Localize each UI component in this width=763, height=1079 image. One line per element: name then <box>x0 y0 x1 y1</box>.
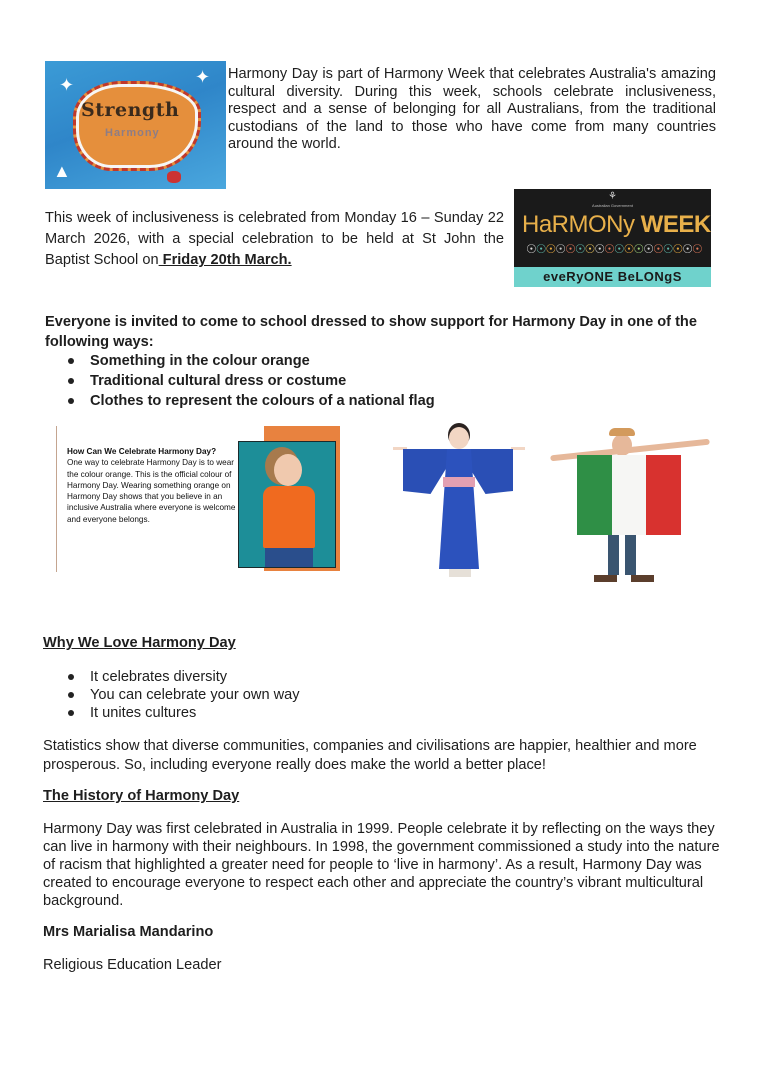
list-item: Traditional cultural dress or costume <box>68 371 435 391</box>
history-paragraph: Harmony Day was first celebrated in Australia in 1999. People celebrate it by reflecting on the ways they can live in harmony with their neighbours. In 1998, the government commissioned a study into the nature of racism that highlighted a greater need for people to ‘live in harmony’. As a result, Harmony Day was created to encourage everyone to respect each other and appreciate the country’s vibrant multicultural background. <box>43 821 720 909</box>
signature-name: Mrs Marialisa Mandarino <box>43 924 214 940</box>
italian-flag-costume-photo <box>550 425 710 587</box>
week-paragraph <box>45 208 504 271</box>
banner-title: HaRMONy WEEK <box>522 211 711 238</box>
strength-label: Strength <box>81 99 180 121</box>
bullet-icon <box>68 378 74 384</box>
italian-flag <box>577 455 681 535</box>
list-item: It celebrates diversity <box>68 668 300 686</box>
harmony-week-banner <box>514 189 711 287</box>
celebrate-text <box>67 446 239 525</box>
bullet-icon <box>68 398 74 404</box>
bullet-icon <box>68 710 74 716</box>
banner-tagline: eveRyONE BeLONgS <box>514 267 711 287</box>
celebrate-info-box <box>54 426 342 573</box>
paper-crane-icon: ✦ <box>195 67 211 87</box>
list-item: You can celebrate your own way <box>68 686 300 704</box>
celebrate-body: One way to celebrate Harmony Day is to wear the colour orange. This is the official colour of Harmony Day. Wearing something orange on Harmony Day shows that you believe in an inclusive Australia where everyone is welcome and everyone belongs. <box>67 458 236 524</box>
tasmania-shape <box>167 171 181 183</box>
celebration-date: Friday 20th March. <box>158 252 292 268</box>
kimono-girl-photo <box>393 425 528 579</box>
government-label: Australian Government <box>592 203 633 208</box>
straw-hat <box>609 428 635 436</box>
paper-crane-icon: ✦ <box>59 75 75 95</box>
coat-of-arms-icon: ⚘ <box>608 191 617 202</box>
australia-map-shape <box>73 81 201 171</box>
girl-in-orange-photo <box>238 441 336 568</box>
invite-paragraph: Everyone is invited to come to school dressed to show support for Harmony Day in one of the following ways: <box>45 314 697 350</box>
list-item: Clothes to represent the colours of a national flag <box>68 391 435 411</box>
list-item: Something in the colour orange <box>68 351 435 371</box>
celebrate-heading: How Can We Celebrate Harmony Day? <box>67 447 217 456</box>
harmony-label: Harmony <box>105 127 160 139</box>
signature-role: Religious Education Leader <box>43 957 222 973</box>
dress-options-list <box>68 351 435 411</box>
intro-paragraph: Harmony Day is part of Harmony Week that celebrates Australia's amazing cultural diversity. During this week, schools celebrate inclusiveness, respect and a sense of belonging for all Australians, from the traditional custodians of the land to those who have come from many countries around the world. <box>228 66 716 153</box>
divider-line <box>56 426 57 572</box>
bullet-icon <box>68 358 74 364</box>
people-chain-icon: ☉☉☉☉☉☉☉☉☉☉☉☉☉☉☉☉☉☉ <box>526 242 702 256</box>
history-heading: The History of Harmony Day <box>43 788 240 804</box>
list-item: It unites cultures <box>68 704 300 722</box>
bullet-icon <box>68 674 74 680</box>
paper-boat-icon: ▲ <box>53 161 71 181</box>
stats-paragraph: Statistics show that diverse communities, companies and civilisations are happier, healthier and more prosperous. So, including everyone really does make the world a better place! <box>43 738 697 773</box>
week-dates-text: This week of inclusiveness is celebrated from Monday 16 – Sunday 22 March 2026, with a special celebration to be held at St John the Baptist School on <box>45 210 504 268</box>
strength-in-harmony-image <box>45 61 226 189</box>
why-list <box>68 668 300 722</box>
why-heading: Why We Love Harmony Day <box>43 635 236 651</box>
bullet-icon <box>68 692 74 698</box>
